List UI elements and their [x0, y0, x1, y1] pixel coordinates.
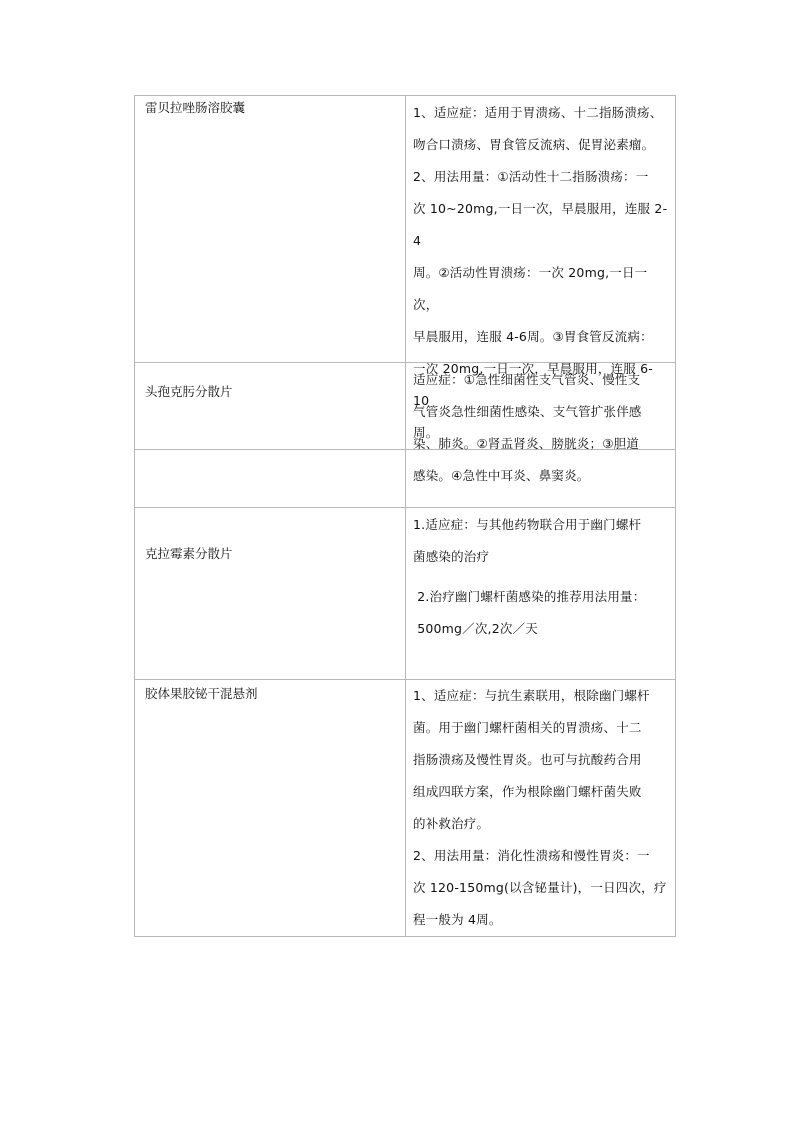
- table-row: [135, 508, 676, 680]
- drug-name: 克拉霉素分散片: [145, 546, 233, 561]
- info-line: 次 10~20mg,一日一次，早晨服用，连服 2-4: [413, 201, 668, 248]
- info-line: 1.适应症：与其他药物联合用于幽门螺杆: [413, 517, 642, 532]
- table-row: [135, 680, 676, 937]
- drug-name: 胶体果胶铋干混悬剂: [145, 686, 258, 701]
- drug-table-2: [134, 362, 676, 937]
- info-line: 早晨服用，连服 4-6周。③胃食管反流病：: [413, 329, 653, 344]
- drug-name: 头孢克肟分散片: [145, 384, 233, 399]
- info-line: 适应症：①急性细菌性支气管炎、慢性支: [413, 372, 641, 387]
- table-row: [135, 363, 676, 508]
- drug-name-cell: [135, 508, 406, 680]
- info-line: 500mg／次,2次／天: [413, 621, 538, 636]
- info-line: 气管炎急性细菌性感染、支气管扩张伴感: [413, 404, 642, 419]
- drug-info-cell: [406, 363, 676, 508]
- info-line: 染、肺炎。②肾盂肾炎、膀胱炎；③胆道: [413, 436, 640, 451]
- info-line: 2、用法用量：消化性溃疡和慢性胃炎：一: [413, 848, 650, 863]
- info-line: 感染。④急性中耳炎、鼻窦炎。: [413, 468, 590, 483]
- info-line: 吻合口溃疡、胃食管反流病、促胃泌素瘤。: [413, 137, 655, 152]
- info-line: 周。②活动性胃溃疡：一次 20mg,一日一次，: [413, 265, 648, 312]
- info-line: 2、用法用量：①活动性十二指肠溃疡：一: [413, 169, 649, 184]
- info-line: 的补救治疗。: [413, 816, 490, 831]
- info-line: 一次 20mg,一日一次，早晨服用，连服 6-10: [413, 361, 654, 408]
- drug-name-cell: [135, 680, 406, 937]
- info-line: 程一般为 4周。: [413, 912, 502, 927]
- info-line: 1、适应症：适用于胃溃疡、十二指肠溃疡、: [413, 105, 663, 120]
- drug-info: [406, 508, 675, 645]
- info-line: 指肠溃疡及慢性胃炎。也可与抗酸药合用: [413, 752, 642, 767]
- info-line: 周。: [413, 425, 439, 440]
- info-line: 菌。用于幽门螺杆菌相关的胃溃疡、十二: [413, 720, 642, 735]
- drug-name-cell: [135, 363, 406, 508]
- info-line: 1、适应症：与抗生素联用，根除幽门螺杆: [413, 688, 650, 703]
- info-line: 次 120-150mg(以含铋量计)，一日四次，疗: [413, 880, 667, 895]
- drug-info: [406, 680, 675, 936]
- drug-name: 雷贝拉唑肠溶胶囊: [145, 100, 246, 115]
- drug-info: [406, 363, 675, 492]
- drug-info-cell: [406, 508, 676, 680]
- drug-info-cell: [406, 680, 676, 937]
- info-line: 2.治疗幽门螺杆菌感染的推荐用法用量：: [413, 589, 646, 604]
- info-line: 菌感染的治疗: [413, 549, 490, 564]
- info-line: 组成四联方案，作为根除幽门螺杆菌失败: [413, 784, 642, 799]
